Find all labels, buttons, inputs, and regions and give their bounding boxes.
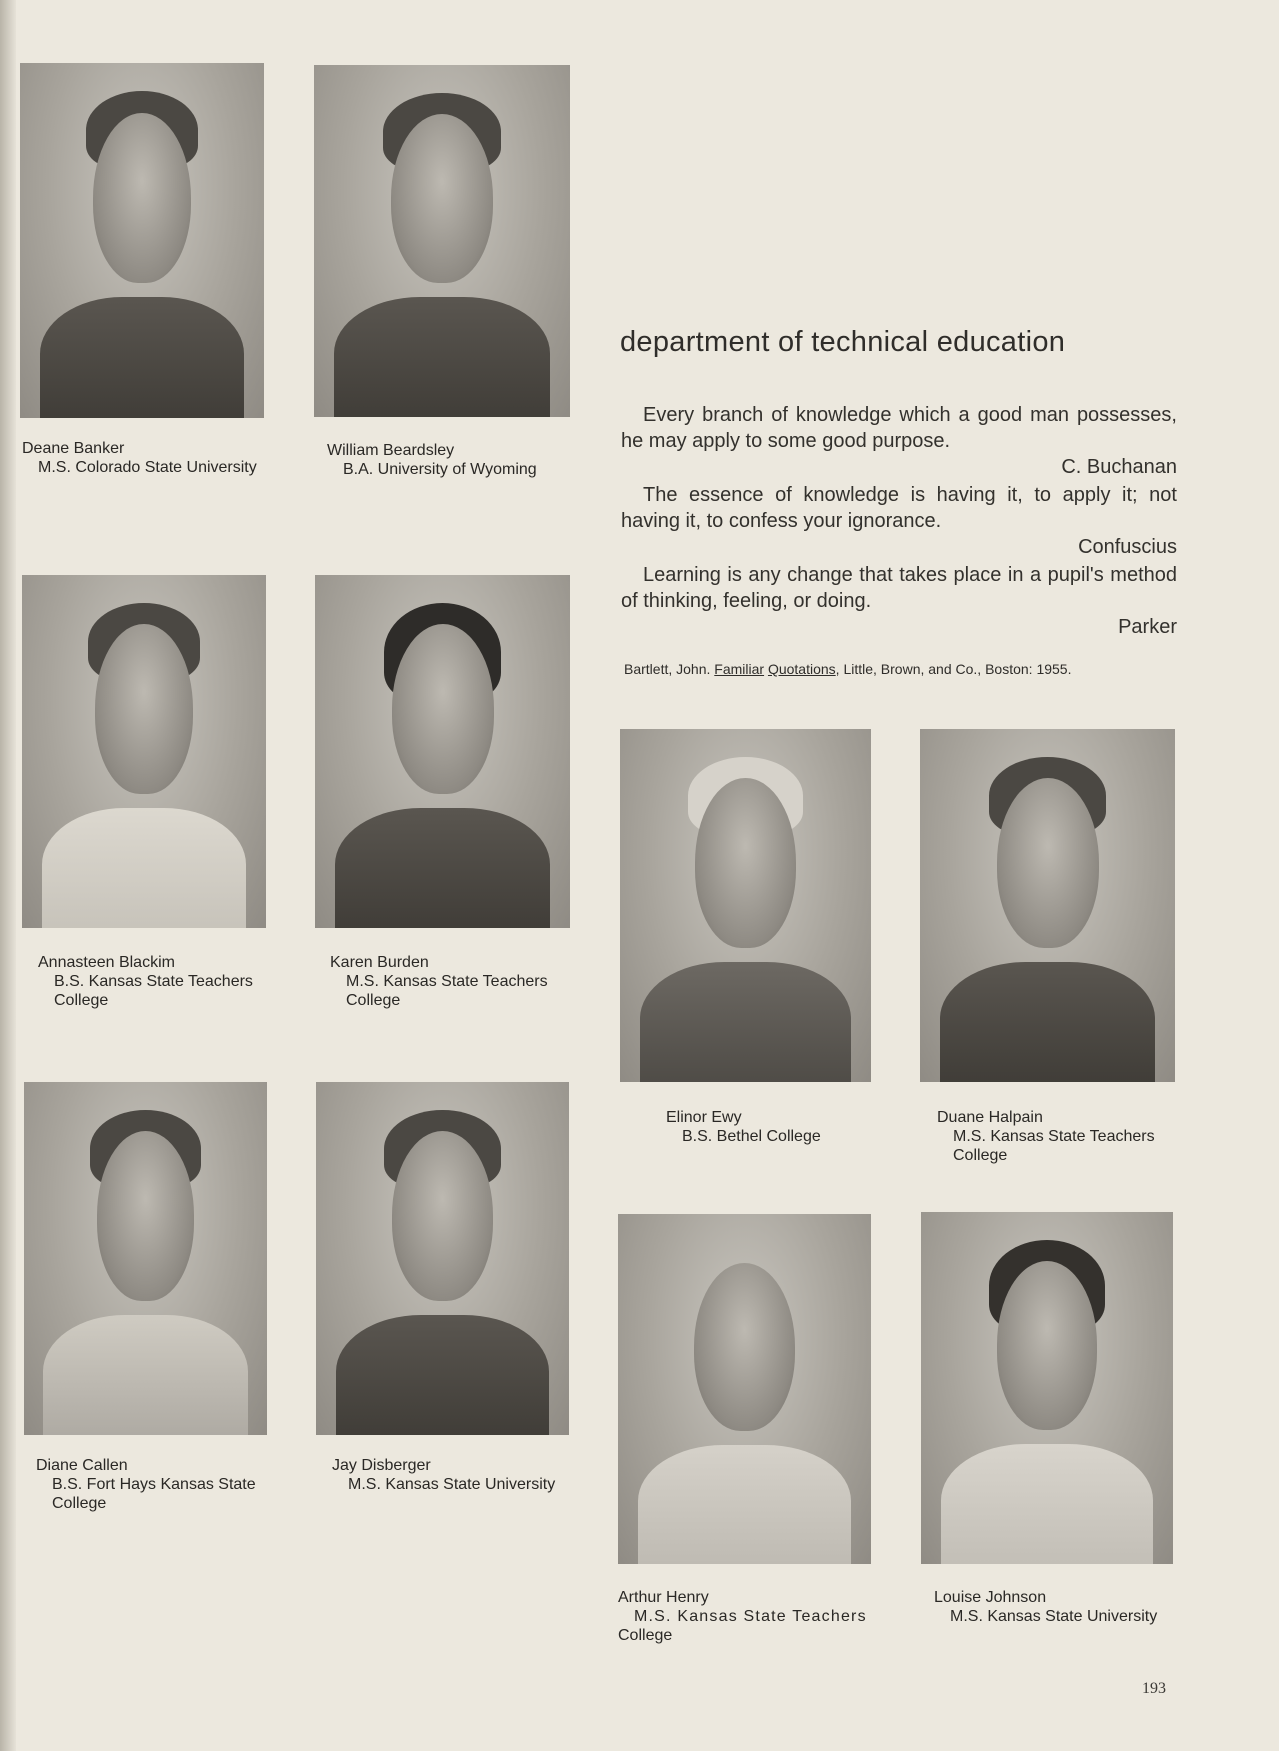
faculty-degree-continued: College (52, 1495, 107, 1512)
faculty-degree-continued: College (953, 1147, 1008, 1164)
faculty-degree-continued: College (54, 992, 109, 1009)
faculty-degree: B.S. Bethel College (682, 1128, 821, 1145)
quote-text: Every branch of knowledge which a good man possesses, he may apply to some good purpose. (621, 404, 1177, 452)
page-gutter-shadow (0, 0, 16, 1751)
citation-title-part: Familiar (714, 661, 765, 677)
faculty-caption (666, 1108, 821, 1146)
faculty-degree-continued: College (346, 992, 401, 1009)
faculty-name: Duane Halpain (937, 1109, 1043, 1126)
faculty-caption (22, 439, 257, 477)
faculty-degree: B.A. University of Wyoming (343, 461, 537, 478)
faculty-degree-continued: College (618, 1627, 673, 1644)
faculty-caption (38, 953, 253, 1010)
faculty-degree: M.S. Kansas State University (348, 1476, 556, 1493)
portrait-photo-deane-banker (20, 63, 264, 418)
faculty-caption (332, 1456, 555, 1494)
faculty-degree: M.S. Kansas State Teachers (346, 973, 548, 990)
citation-prefix: Bartlett, John. (624, 661, 715, 677)
faculty-degree: B.S. Fort Hays Kansas State (52, 1476, 256, 1493)
faculty-caption (618, 1588, 870, 1645)
faculty-name: Arthur Henry (618, 1589, 709, 1606)
citation-suffix: , Little, Brown, and Co., Boston: 1955. (835, 661, 1072, 677)
faculty-name: Deane Banker (22, 440, 125, 457)
faculty-name: Diane Callen (36, 1457, 128, 1474)
faculty-name: Louise Johnson (934, 1589, 1047, 1606)
quotes-block (621, 402, 1177, 642)
faculty-degree: M.S. Colorado State University (38, 459, 257, 476)
portrait-photo-william-beardsley (314, 65, 570, 417)
faculty-caption (934, 1588, 1157, 1626)
faculty-name: Karen Burden (330, 954, 429, 971)
portrait-photo-diane-callen (24, 1082, 267, 1435)
quote-author: Parker (1118, 616, 1177, 638)
portrait-photo-karen-burden (315, 575, 570, 928)
quote-author: Confuscius (1078, 536, 1177, 558)
faculty-degree: M.S. Kansas State University (950, 1608, 1158, 1625)
portrait-photo-arthur-henry (618, 1214, 871, 1564)
portrait-photo-louise-johnson (921, 1212, 1173, 1564)
page-number: 193 (1142, 1680, 1166, 1697)
faculty-caption (327, 441, 537, 479)
portrait-photo-elinor-ewy (620, 729, 871, 1082)
portrait-photo-duane-halpain (920, 729, 1175, 1082)
page-title: department of technical education (620, 326, 1066, 358)
portrait-photo-jay-disberger (316, 1082, 569, 1435)
faculty-name: Elinor Ewy (666, 1109, 742, 1126)
faculty-name: William Beardsley (327, 442, 455, 459)
faculty-degree: M.S. Kansas State Teachers (634, 1608, 867, 1625)
citation-title-part: Quotations (767, 661, 836, 677)
faculty-caption (330, 953, 548, 1010)
faculty-degree: B.S. Kansas State Teachers (54, 973, 253, 990)
faculty-caption (937, 1108, 1155, 1165)
bibliography-citation (624, 661, 1071, 677)
quote-author: C. Buchanan (1061, 456, 1177, 478)
quote-text: The essence of knowledge is having it, to apply it; not having it, to confess your ignorance. (621, 484, 1177, 532)
quote-text: Learning is any change that takes place in a pupil's method of thinking, feeling, or doing. (621, 564, 1177, 612)
portrait-photo-annasteen-blackim (22, 575, 266, 928)
faculty-degree: M.S. Kansas State Teachers (953, 1128, 1155, 1145)
faculty-name: Annasteen Blackim (38, 954, 175, 971)
faculty-name: Jay Disberger (332, 1457, 431, 1474)
faculty-caption (36, 1456, 256, 1513)
